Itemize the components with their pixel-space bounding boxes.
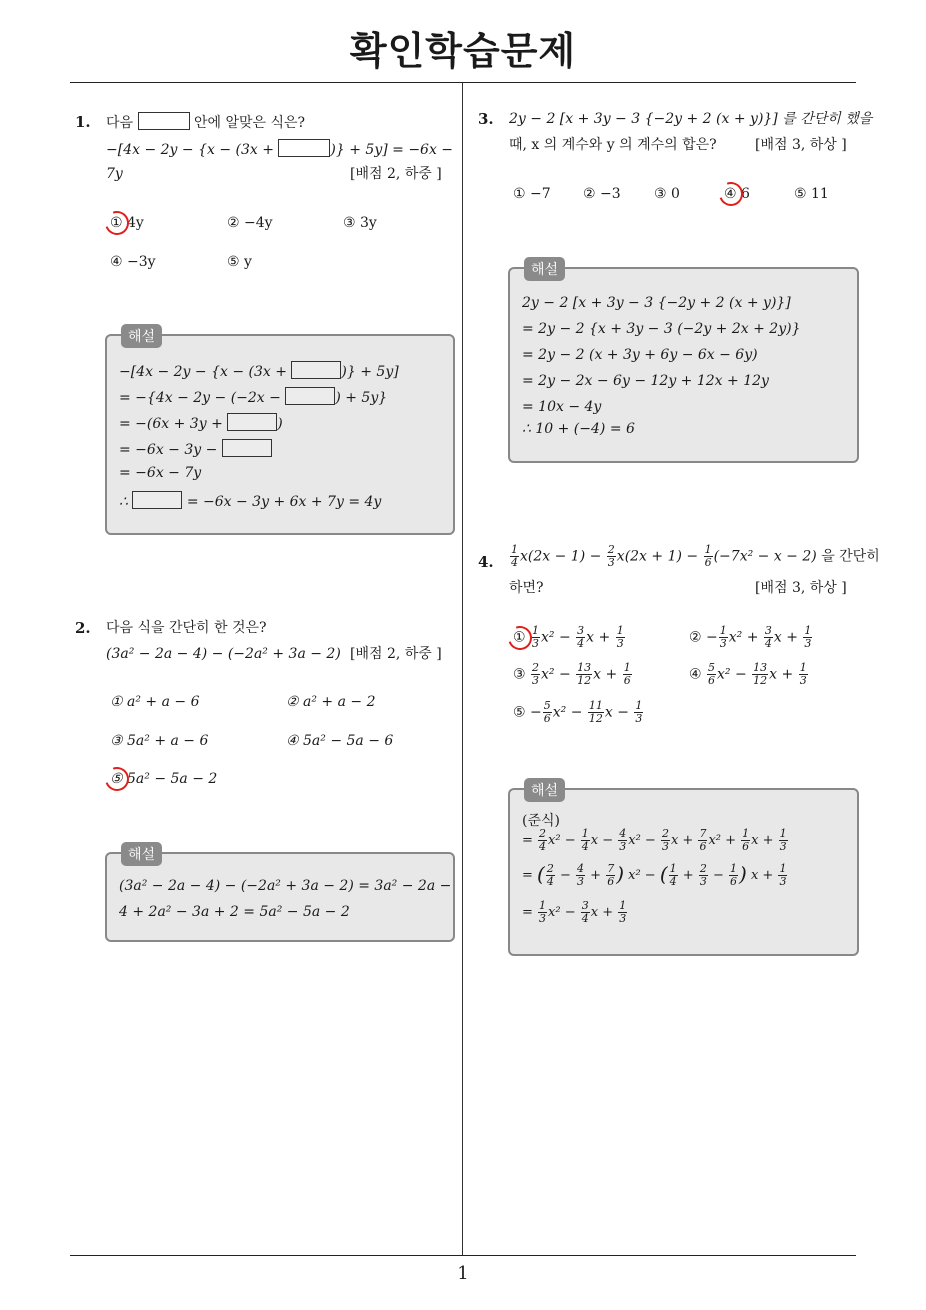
solution-text: −[4x − 2y − {x − (3x + [119,364,287,380]
choice-5[interactable]: ⑤ − $\frac{5}{6}$ x² − $\frac{11}{12}$ x − $\frac{1}{3}$ [513,699,643,725]
solution-text: ) [277,416,283,432]
choice-1[interactable]: ① −7 [513,186,551,202]
solution-line: = 2y − 2x − 6y − 12y + 12x + 12y [522,373,769,389]
bottom-rule [70,1255,856,1256]
solution-line: = ( $\frac{2}{4}$ − $\frac{4}{3}$ + $\frac{7}{6}$ ) x² − ( $\frac{1}{4}$ + $\frac{2}{3}$ − $\frac{1}{6}$ ) x + $\frac{1}{3}$ [522,862,787,888]
solution-line [119,439,272,458]
solution-text: = −6x − 3y + 6x + 7y = 4y [186,494,382,510]
solution-text: )} + 5y] [341,364,399,380]
choice-3[interactable]: ③ 3y [343,215,377,231]
fraction: $\frac{1}{4}$ [511,543,518,569]
solution-line [119,361,399,380]
column-divider [462,83,463,1256]
solution-text: = −{4x − 2y − (−2x − [119,390,281,406]
solution-text: ∴ [119,494,128,510]
blank-box [138,112,190,130]
answer-mark-icon [101,207,133,239]
question-number: 2. [75,619,91,637]
question-number: 1. [75,113,91,131]
expr-text: −[4x − 2y − {x − (3x + [106,142,274,158]
question-stem: 다음 식을 간단히 한 것은? [106,620,267,636]
score-meta: [배점 2, 하중 ] [350,166,442,182]
solution-line: 4 + 2a² − 3a + 2 = 5a² − 5a − 2 [119,904,350,920]
stem-text: 다음 [106,115,134,131]
choice-3[interactable]: ③ 5a² + a − 6 [110,733,209,749]
stem-text: 안에 알맞은 식은? [193,115,306,131]
blank-box [285,387,335,405]
solution-line: = 10x − 4y [522,399,602,415]
choice-2[interactable]: ② −3 [583,186,621,202]
choice-3[interactable]: ③ $\frac{2}{3}$ x² − $\frac{13}{12}$ x + $\frac{1}{6}$ [513,661,631,687]
question-expression-2: 7y [106,166,123,182]
solution-box [508,783,859,956]
question-stem: 2y − 2 [x + 3y − 3 {−2y + 2 (x + y)}] 를 간단히 했을 [509,111,873,127]
solution-line: ∴ 10 + (−4) = 6 [522,421,635,437]
solution-line [119,491,381,510]
solution-line: 2y − 2 [x + 3y − 3 {−2y + 2 (x + y)}] [522,295,791,311]
choice-1[interactable]: ① $\frac{1}{3}$ x² − $\frac{3}{4}$ x + $\frac{1}{3}$ [513,624,624,650]
solution-line: = −6x − 7y [119,465,202,481]
question-expression: $\frac{1}{4}$ x(2x − 1) − $\frac{2}{3}$ x(2x + 1) − $\frac{1}{6}$ (−7x² − x − 2) 을 간단히 [511,543,880,569]
blank-box [278,139,330,157]
question-expression: (3a² − 2a − 4) − (−2a² + 3a − 2) [106,646,341,662]
answer-mark-icon [101,763,133,795]
choice-4[interactable]: ④ 5a² − 5a − 6 [286,733,394,749]
solution-line: (3a² − 2a − 4) − (−2a² + 3a − 2) = 3a² − 2a − [119,878,452,894]
solution-line: = 2y − 2 {x + 3y − 3 (−2y + 2x + 2y)} [522,321,801,337]
solution-line: (준식) [522,813,560,829]
solution-line [119,413,283,432]
score-meta: [배점 2, 하중 ] [350,646,442,662]
solution-line: = 2y − 2 (x + 3y + 6y − 6x − 6y) [522,347,758,363]
fraction: $\frac{2}{3}$ [607,543,615,569]
choice-2[interactable]: ② − $\frac{1}{3}$ x² + $\frac{3}{4}$ x + $\frac{1}{3}$ [689,624,812,650]
choice-4[interactable]: ④ $\frac{5}{6}$ x² − $\frac{13}{12}$ x + $\frac{1}{3}$ [689,661,807,687]
question-number: 3. [478,110,494,128]
blank-box [291,361,341,379]
question-stem [106,112,305,133]
question-expression [106,139,453,160]
blank-box [227,413,277,431]
choice-2[interactable]: ② −4y [227,215,273,231]
choice-2[interactable]: ② a² + a − 2 [286,694,376,710]
solution-text: ) + 5y} [335,390,388,406]
choice-5[interactable]: ⑤ y [227,254,252,270]
expr-text: )} + 5y] = −6x − [330,142,454,158]
solution-line [119,387,387,406]
top-rule [70,82,856,83]
solution-box [105,847,455,942]
blank-box [222,439,272,457]
solution-label: 해설 [121,324,162,348]
choice-3[interactable]: ③ 0 [654,186,680,202]
solution-line: = $\frac{2}{4}$ x² − $\frac{1}{4}$ x − $\frac{4}{3}$ x² − $\frac{2}{3}$ x + $\frac{7}{6}$ x² + $\frac{1}{6}$ x + $\frac{1}{3}$ [522,827,787,853]
question-stem-2: 하면? [509,580,544,596]
choice-5[interactable]: ⑤ 11 [794,186,829,202]
solution-line: = $\frac{1}{3}$ x² − $\frac{3}{4}$ x + $\frac{1}{3}$ [522,899,627,925]
page-number: 1 [457,1263,469,1284]
choice-1[interactable]: ① 4y [110,215,144,231]
choice-5[interactable]: ⑤ 5a² − 5a − 2 [110,771,218,787]
score-meta: [배점 3, 하상 ] [755,137,847,153]
question-number: 4. [478,553,494,571]
solution-box [508,262,859,463]
answer-mark-icon [715,178,747,210]
choice-4[interactable]: ④ −3y [110,254,156,270]
solution-label: 해설 [524,778,565,802]
blank-box [132,491,182,509]
question-stem-2: 때, x 의 계수와 y 의 계수의 합은? [509,137,717,153]
choice-1[interactable]: ① a² + a − 6 [110,694,200,710]
score-meta: [배점 3, 하상 ] [755,580,847,596]
solution-label: 해설 [121,842,162,866]
solution-text: = −(6x + 3y + [119,416,223,432]
choice-4[interactable]: ④ 6 [724,186,750,202]
solution-box [105,329,455,535]
page-title: 확인학습문제 [349,29,577,73]
solution-text: = −6x − 3y − [119,442,218,458]
fraction: $\frac{1}{6}$ [704,543,712,569]
stem-text: 을 간단히 [821,548,880,565]
solution-label: 해설 [524,257,565,281]
